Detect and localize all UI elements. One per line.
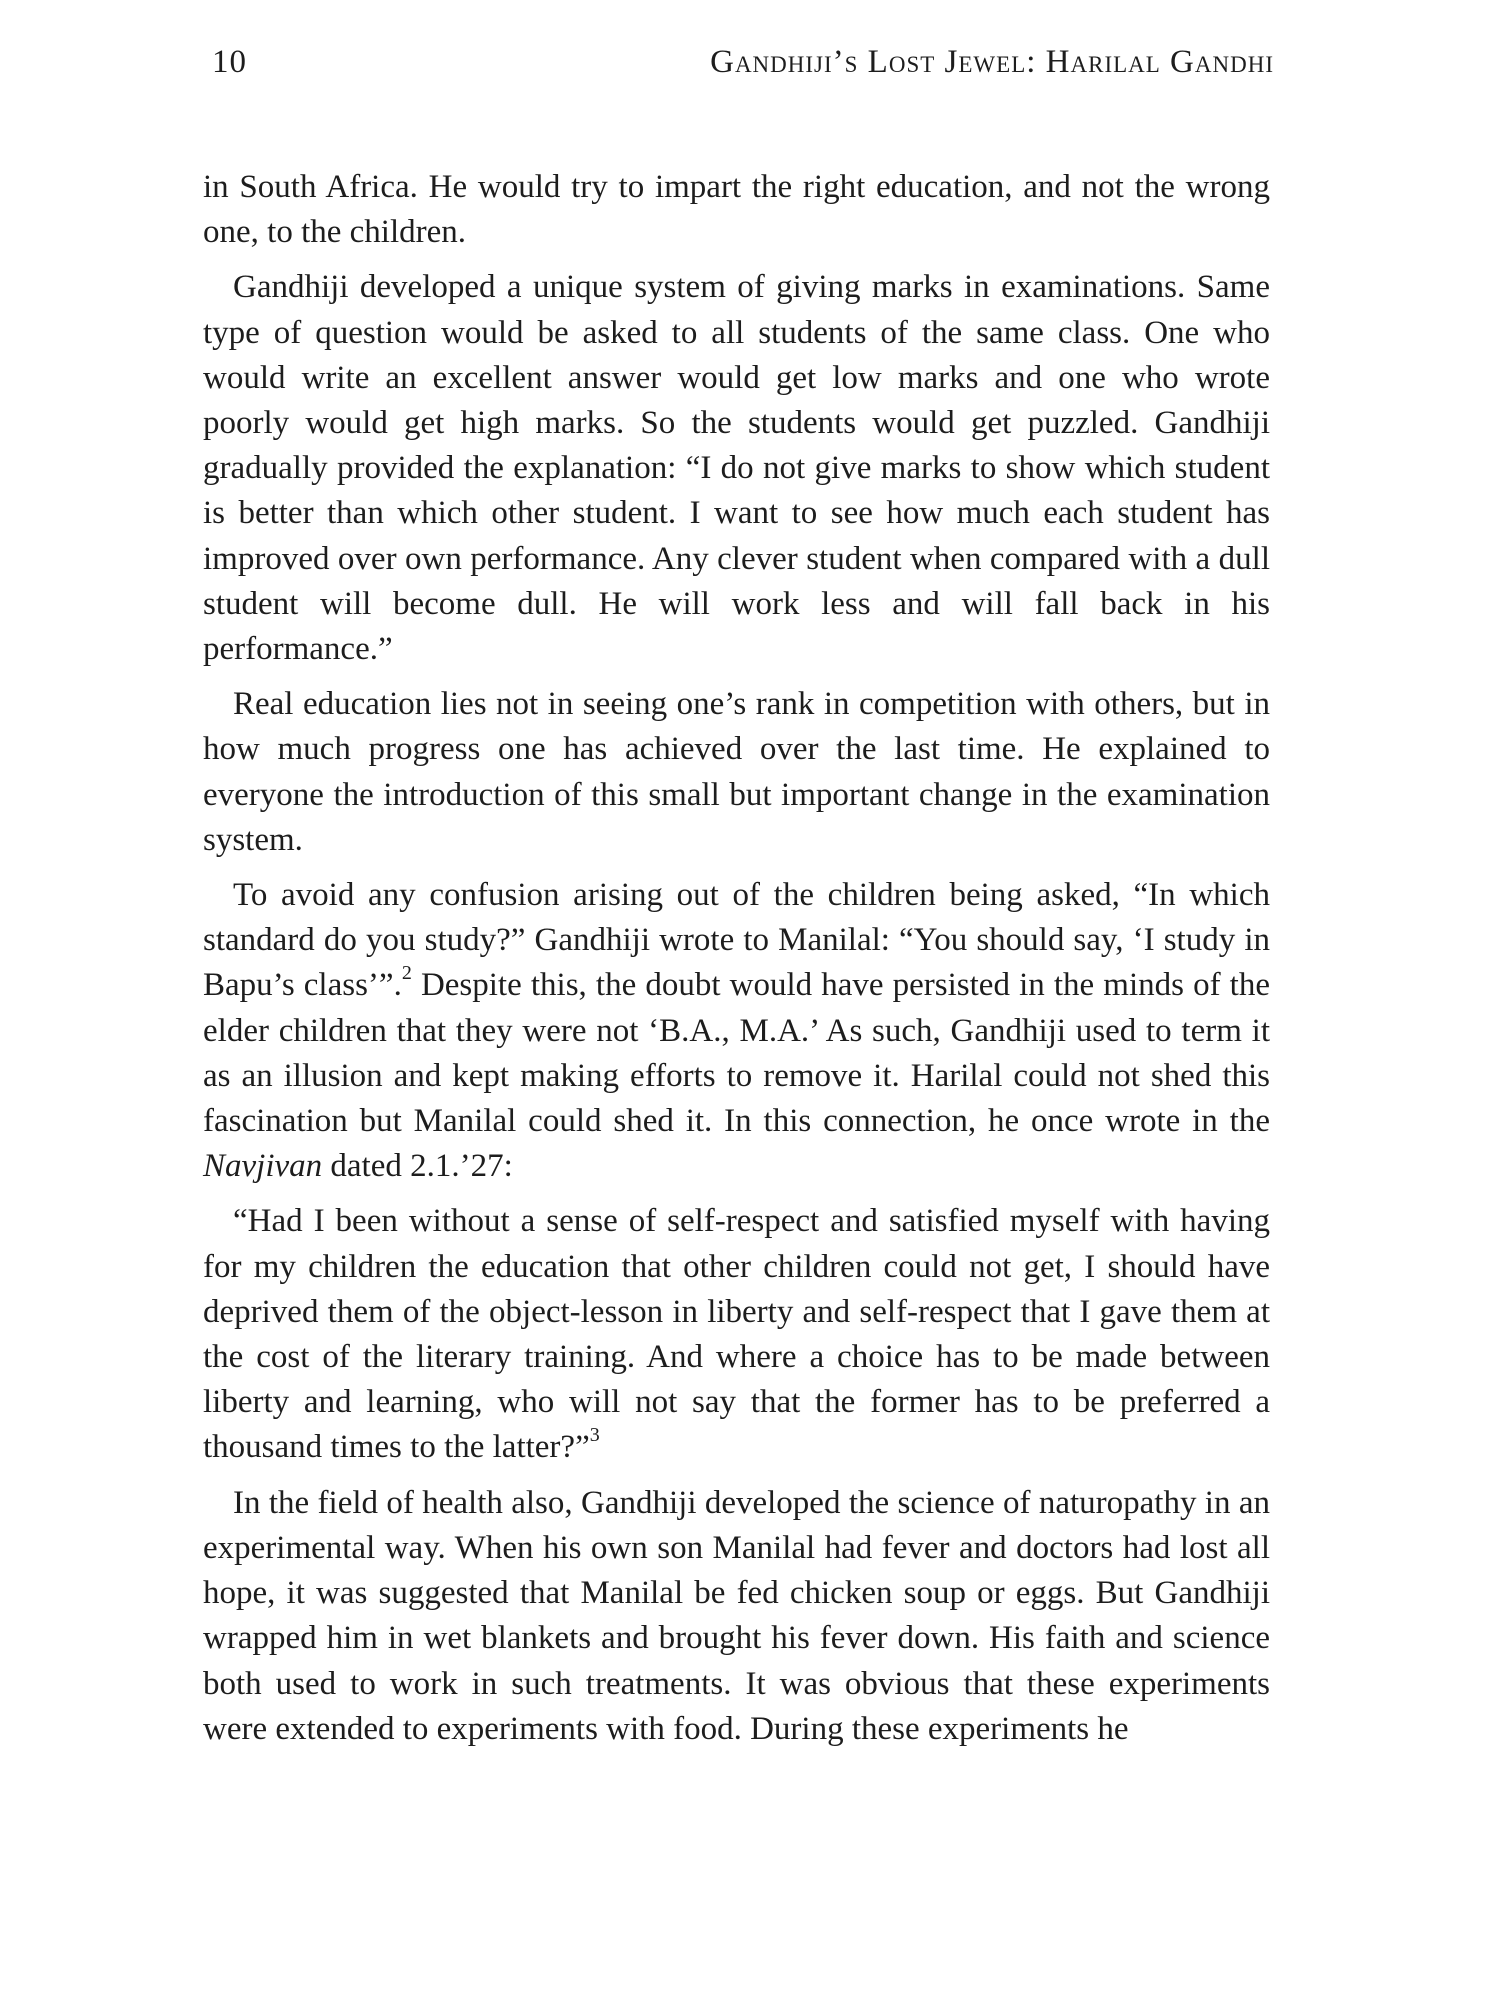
paragraph-4-text-c: dated 2.1.’27: [322, 1148, 513, 1185]
footnote-ref-2: 2 [401, 962, 412, 985]
publication-title: Navjivan [203, 1148, 323, 1185]
body-text [203, 165, 1270, 1762]
page-header [212, 40, 1274, 90]
paragraph-2: Gandhiji developed a unique system of giving marks in examinations. Same type of question would be asked to all students of the same class. One who would write an excellent answer would get low marks and one who wrote poorly would get high marks. So the students would get puzzled. Gandhiji gradually provided the explanation: “I do not give marks to show which student is better than which other student. I want to see how much each student has improved over own performance. Any clever student when compared with a dull student will become dull. He will work less and will fall back in his performance.” [203, 269, 1270, 668]
page-number: 10 [212, 44, 247, 80]
paragraph-6: In the field of health also, Gandhiji developed the science of naturopathy in an experimental way. When his own son Manilal had fever and doctors had lost all hope, it was suggested that Manilal be fed chicken soup or eggs. But Gandhiji wrapped him in wet blankets and brought his fever down. His faith and science both used to work in such treatments. It was obvious that these experiments were extended to experiments with food. During these experiments he [203, 1484, 1270, 1747]
running-head: Gandhiji’s Lost Jewel: Harilal Gandhi [710, 44, 1274, 80]
paragraph-4 [203, 873, 1270, 1189]
paragraph-4-text-b: Despite this, the doubt would have persisted in the minds of the elder children that they were not ‘B.A., M.A.’ As such, Gandhiji used to term it as an illusion and kept making efforts to remove it. Harilal could not shed this fascination but Manilal could shed it. In this connection, he once wrote in the [203, 967, 1270, 1140]
paragraph-4-text-a: To avoid any confusion arising out of the children being asked, “In which standard do you study?” Gandhiji wrote to Manilal: “You should say, ‘I study in Bapu’s class’”. [203, 877, 1270, 1004]
quotation-text: “Had I been without a sense of self-respect and satisfied myself with having for my children the education that other children could not get, I should have deprived them of the object-lesson in liberty and self-respect that I gave them at the cost of the literary training. And where a choice has to be made between liberty and learning, who will not say that the former has to be preferred a thousand times to the latter?” [203, 1203, 1270, 1466]
paragraph-1: in South Africa. He would try to impart the right education, and not the wrong one, to the children. [203, 169, 1270, 251]
paragraph-3: Real education lies not in seeing one’s rank in competition with others, but in how much progress one has achieved over the last time. He explained to everyone the introduction of this small but important change in the examination system. [203, 686, 1270, 858]
footnote-ref-3: 3 [589, 1424, 600, 1447]
quotation-paragraph [203, 1199, 1270, 1470]
